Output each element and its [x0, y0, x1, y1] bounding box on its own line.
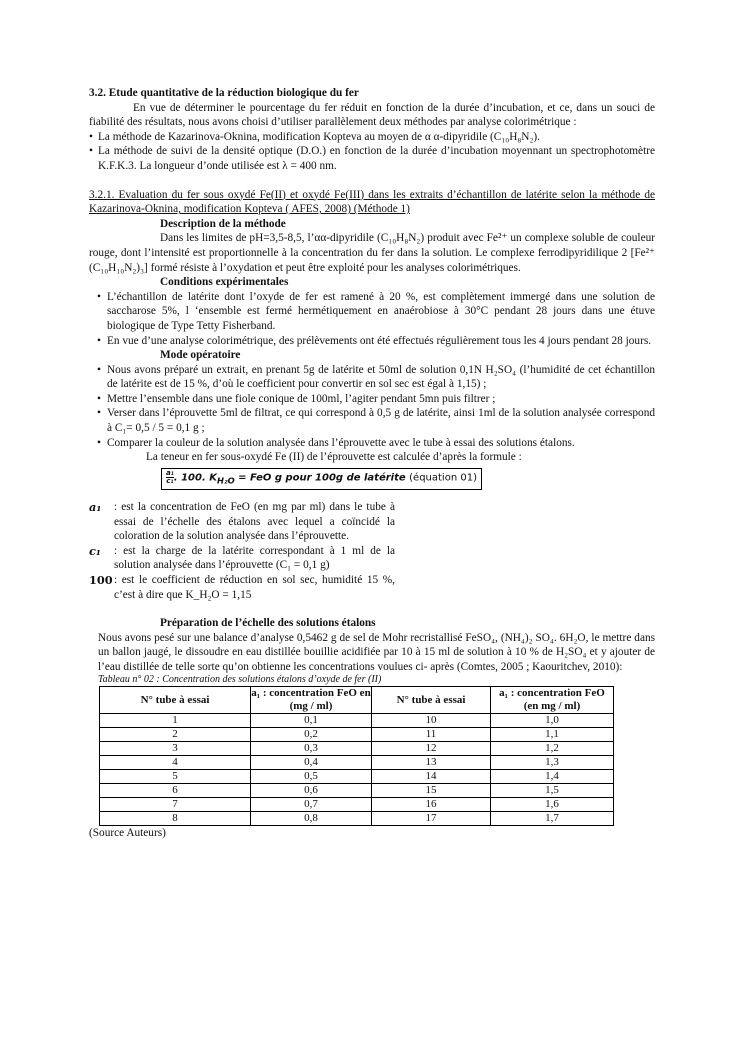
method-item: • La méthode de Kazarinova-Oknina, modification Kopteva au moyen de α α-dipyridile (C₁₀H₈N₂).: [89, 130, 655, 145]
table-cell: 1,2: [491, 742, 614, 756]
mode-step-item: • Nous avons préparé un extrait, en prenant 5g de latérite et 50ml de solution 0,1N H₂SO₄ (l’humidité de cet échantillon de latérite est de 15 %, d’où le coefficient pour convertir en sol sec est égal à 1,15) ;: [89, 363, 655, 392]
table-cell: 14: [372, 770, 491, 784]
table-row: [100, 812, 614, 826]
table-cell: 0,5: [251, 770, 372, 784]
col-header: a₁ : concentration FeO en (mg / ml): [251, 687, 371, 713]
conditions-list: [89, 290, 655, 348]
table-cell: 1,3: [491, 756, 614, 770]
table-cell: 15: [372, 784, 491, 798]
table-cell: 0,2: [251, 728, 372, 742]
col-header: N° tube à essai: [372, 687, 491, 714]
table-cell: 13: [372, 756, 491, 770]
table-row: [100, 756, 614, 770]
mode-step-item: • Mettre l’ensemble dans une fiole conique de 100ml, l’agiter pendant 5mn puis filtrer ;: [89, 392, 655, 407]
definition-item: a₁ : est la concentration de FeO (en mg par ml) dans le tube à essai de l’échelle des étalons avec lequel a coïncidé la coloration de la solution analysée dans l’éprouvette.: [89, 499, 395, 543]
table-cell: 10: [372, 714, 491, 728]
table-row: [100, 784, 614, 798]
section-title: 3.2. Etude quantitative de la réduction biologique du fer: [89, 87, 359, 99]
description-paragraph: Dans les limites de pH=3,5-8,5, l’αα-dipyridile (C₁₀H₈N₂) produit avec Fe²⁺ un complexe soluble de couleur rouge, dont l’intensité est proportionnelle à la concentration du fer dans la solution. Le complexe ferrodipyridilique 2 [Fe²⁺ (C₁₀H₁₀N₂)₃] formé résiste à l’oxydation et peut être exploité pour les analyses colorimétriques.: [89, 232, 655, 274]
table-row: [100, 770, 614, 784]
table-cell: 1,0: [491, 714, 614, 728]
standards-table: [99, 686, 614, 826]
table-cell: 1,7: [491, 812, 614, 826]
page-content: [89, 86, 655, 841]
table-row: [100, 728, 614, 742]
intro-paragraph: En vue de déterminer le pourcentage du fer réduit en fonction de la durée d’incubation, et ce, dans un souci de fiabilité des résultats, nous avons choisi d’utiliser parallèlement deux méthodes par analyse colorimétrique :: [89, 101, 655, 129]
formula-intro: La teneur en fer sous-oxydé Fe (II) de l’éprouvette est calculée d’après la formule :: [146, 451, 522, 464]
subsection-title: 3.2.1. Evaluation du fer sous oxydé Fe(II) et oxydé Fe(III) dans les extraits d’échantillon de latérite selon la méthode de Kazarinova-Oknina, modification Kopteva ( AFES, 2008) (Méthode 1): [89, 188, 655, 216]
description-heading: Description de la méthode: [160, 217, 286, 230]
table-row: [100, 798, 614, 812]
definition-item: c₁ : est la charge de la latérite correspondant à 1 ml de la solution analysée dans l’éprouvette (C₁ = 0,1 g): [89, 543, 395, 572]
table-caption: Tableau n° 02 : Concentration des solutions étalons d’oxyde de fer (II): [98, 674, 382, 686]
table-cell: 16: [372, 798, 491, 812]
method-item: • La méthode de suivi de la densité optique (D.O.) en fonction de la durée d’incubation moyennant un spectrophotomètre K.F.K.3. La longueur d’onde utilisée est λ = 400 nm.: [89, 144, 655, 173]
table-cell: 0,7: [251, 798, 372, 812]
table-cell: 11: [372, 728, 491, 742]
definition-item: 100 : est le coefficient de réduction en sol sec, humidité 15 %, c’est à dire que K_H₂O = 1,15: [89, 572, 395, 601]
table-cell: 12: [372, 742, 491, 756]
definitions: [89, 500, 395, 602]
table-cell: 17: [372, 812, 491, 826]
formula-fraction: $\frac{\text{a₁}}{\text{c₁}}$: [166, 468, 174, 485]
mode-heading: Mode opératoire: [160, 349, 241, 362]
table-cell: 7: [100, 798, 251, 812]
table-cell: 1,6: [491, 798, 614, 812]
preparation-heading: Préparation de l’échelle des solutions étalons: [160, 617, 376, 630]
table-cell: 0,4: [251, 756, 372, 770]
table-row: [100, 714, 614, 728]
condition-item: • L’échantillon de latérite dont l’oxyde de fer est ramené à 20 %, est complètement immergé dans une solution de saccharose 5%, l ‘ensemble est fermé hermétiquement en anaérobiose à 30°C pendant 28 jours dans une étuve biologique de Type Tetty Fisherband.: [89, 290, 655, 334]
condition-item: • En vue d’une analyse colorimétrique, des prélèvements ont été effectués régulièrement tous les 4 jours pendant 28 jours.: [89, 334, 655, 349]
table-cell: 0,8: [251, 812, 372, 826]
col-header: a₁ : concentration FeO (en mg / ml): [491, 687, 614, 714]
methods-list: [89, 130, 655, 174]
table-cell: 1: [100, 714, 251, 728]
table-cell: 1,5: [491, 784, 614, 798]
equation-number: (équation 01): [409, 472, 477, 484]
preparation-paragraph: Nous avons pesé sur une balance d’analyse 0,5462 g de sel de Mohr recristallisé FeSO₄, (NH₄)₂ SO₄. 6H₂O, le mettre dans un ballon jaugé, le dissoudre en eau distillée bouillie acidifiée par 10 à 15 ml de solution à 10 % de H₂SO₄ et y ajouter de l’eau distillée de telle sorte qu’on obtienne les concentrations voulues ci- après (Comtes, 2005 ; Kaouritchev, 2010):: [98, 631, 655, 673]
table-cell: 0,1: [251, 714, 372, 728]
table-cell: 2: [100, 728, 251, 742]
table-cell: 3: [100, 742, 251, 756]
table-cell: 6: [100, 784, 251, 798]
table-cell: 0,3: [251, 742, 372, 756]
table-cell: 5: [100, 770, 251, 784]
table-cell: 4: [100, 756, 251, 770]
table-cell: 0,6: [251, 784, 372, 798]
mode-step-item: • Verser dans l’éprouvette 5ml de filtrat, ce qui correspond à 0,5 g de latérite, ainsi 1ml de la solution analysée correspond à C₁= 0,5 / 5 = 0,1 g ;: [89, 406, 655, 435]
table-header-row: [100, 687, 614, 714]
conditions-heading: Conditions expérimentales: [160, 276, 289, 289]
table-cell: 8: [100, 812, 251, 826]
table-cell: 1,1: [491, 728, 614, 742]
mode-steps-list: [89, 363, 655, 451]
table-cell: 1,4: [491, 770, 614, 784]
source-note: (Source Auteurs): [89, 827, 166, 840]
formula-box: $\frac{\text{a₁}}{\text{c₁}}$ . 100. $K_{H_2O}$ = FeO g pour 100g de latérite (équation 01): [161, 468, 482, 490]
table-row: [100, 742, 614, 756]
col-header: N° tube à essai: [100, 687, 251, 714]
mode-step-item: • Comparer la couleur de la solution analysée dans l’éprouvette avec le tube à essai des solutions étalons.: [89, 436, 655, 451]
